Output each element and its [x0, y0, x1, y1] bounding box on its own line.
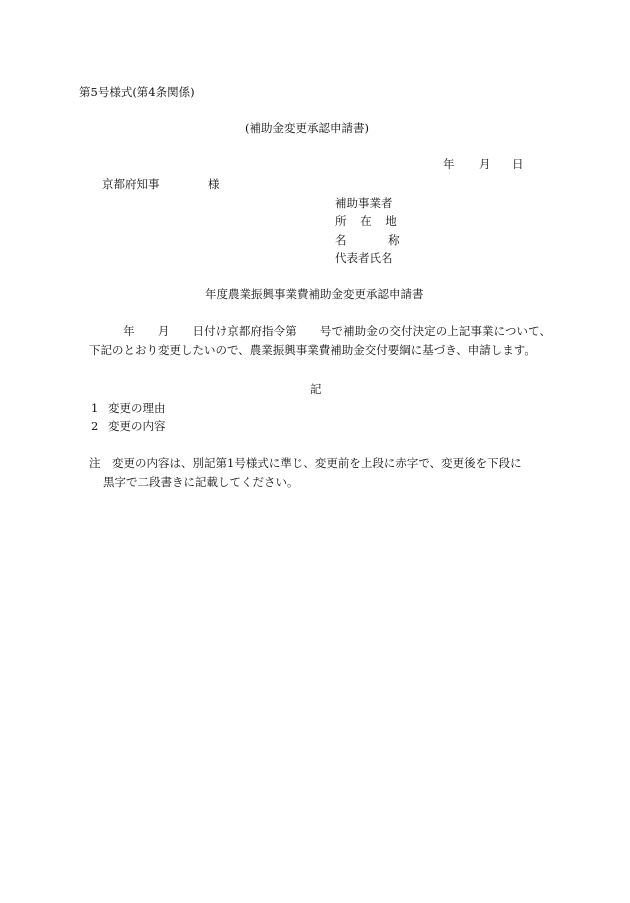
form-label: 第5号様式(第4条関係) — [79, 85, 195, 99]
date-month: 月 — [479, 157, 491, 171]
subject-title: 年度農業振興事業費補助金変更承認申請書 — [205, 287, 424, 301]
note-text-1: 変更の内容は、別記第1号様式に準じ、変更前を上段に赤字で、変更後を下段に — [112, 456, 522, 470]
ki-heading: 記 — [310, 382, 322, 396]
applicant-role: 補助事業者 — [335, 196, 393, 210]
document-title: (補助金変更承認申請書) — [245, 121, 369, 135]
item-label: 変更の内容 — [108, 419, 166, 433]
applicant-representative-label: 代表者氏名 — [335, 251, 393, 265]
item-number: 1 — [91, 401, 99, 415]
addressee-name: 京都府知事 — [102, 177, 160, 191]
body-paragraph — [89, 322, 551, 360]
note-mark: 注 — [89, 456, 101, 470]
addressee-honorific: 様 — [208, 177, 220, 191]
note-text-2: 黒字で二段書きに記載してください。 — [103, 475, 299, 489]
note-line-2 — [89, 473, 559, 492]
item-number: 2 — [91, 419, 99, 433]
applicant-address-label: 所 在 地 — [335, 214, 402, 228]
applicant-name-label: 名 称 — [335, 233, 400, 247]
note-line-1 — [89, 454, 559, 473]
date-year: 年 — [443, 157, 455, 171]
note-block — [89, 454, 559, 492]
body-text: 年 月 日付け京都府指令第 号で補助金の交付決定の上記事業について、下記のとおり変更したいので、農業振興事業費補助金交付要綱に基づき、申請します。 — [89, 324, 551, 357]
item-label: 変更の理由 — [108, 401, 166, 415]
date-day: 日 — [512, 157, 524, 171]
